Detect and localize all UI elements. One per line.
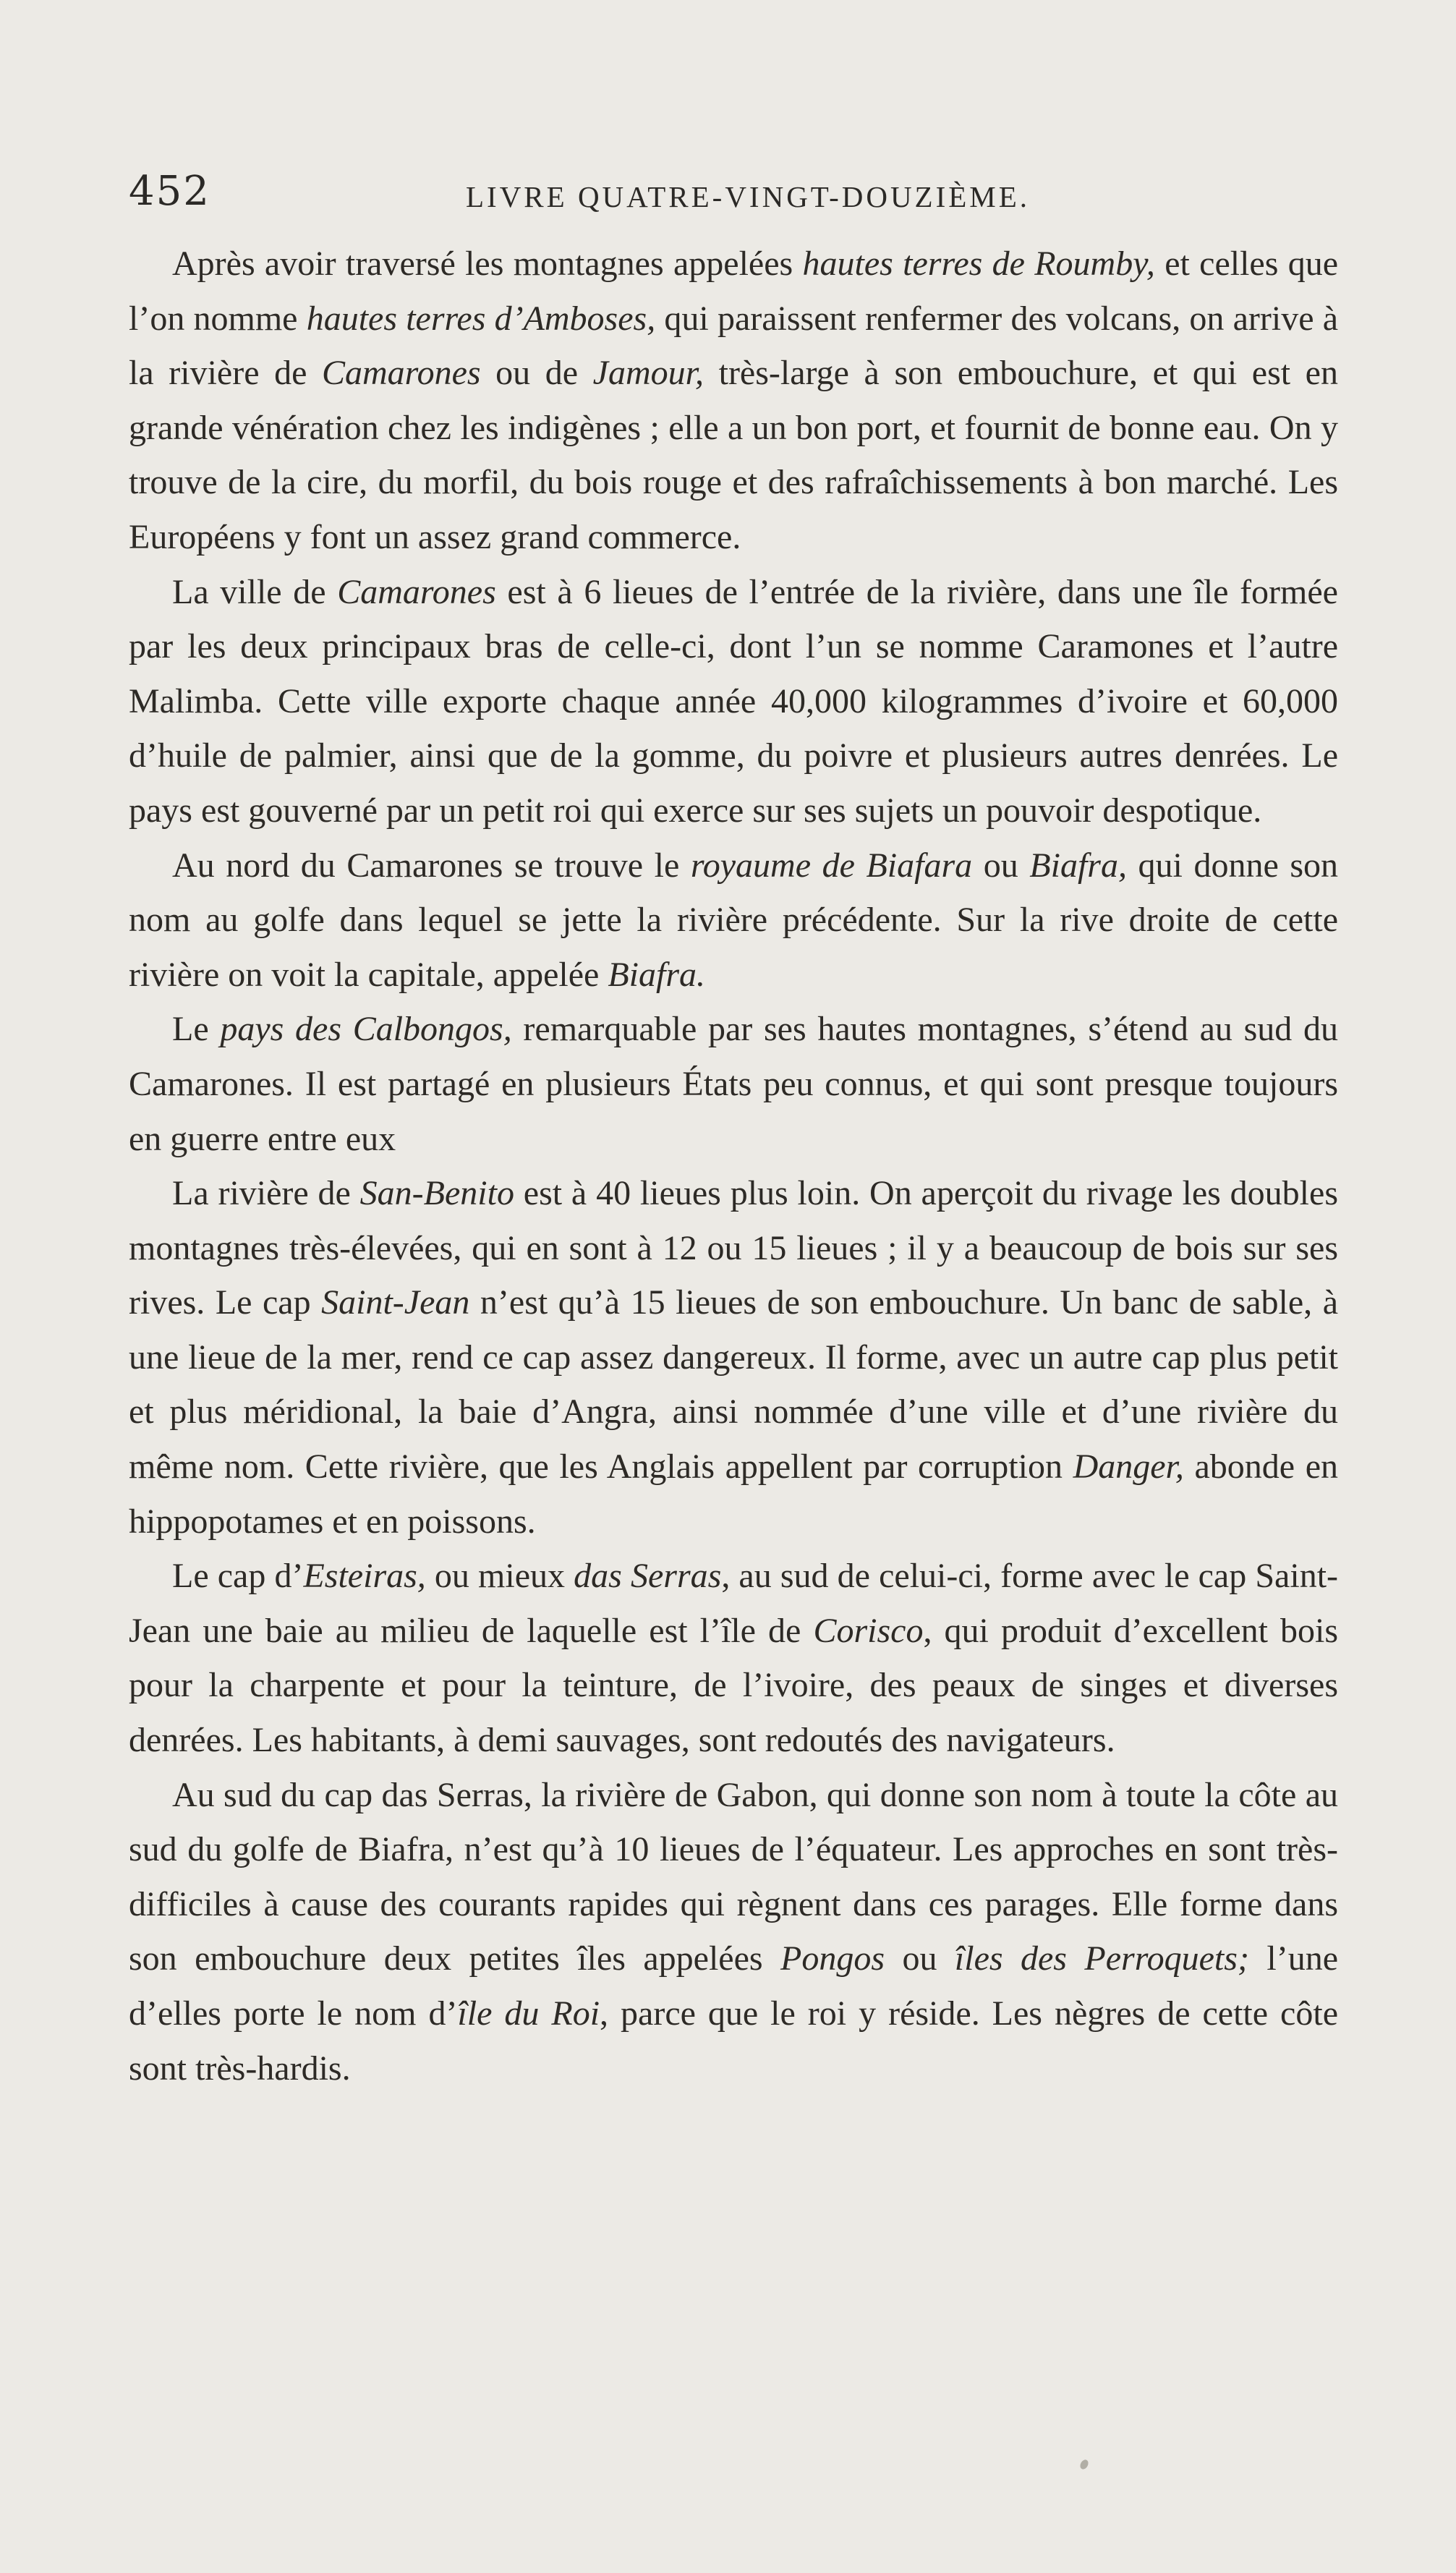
text-run: qui donne son nom au golfe dans lequel se jette la rivière précédente. Sur la rive droite de cette rivière on voit la capitale, appelée	[129, 846, 1339, 994]
paragraph	[129, 1002, 1338, 1166]
page-number: 452	[129, 168, 210, 215]
text-run: l’une d’elles porte le nom d’	[129, 1939, 1338, 2033]
italic-run: Jamour,	[592, 354, 704, 393]
italic-run: das Serras	[574, 1557, 722, 1596]
text-run: Après avoir traversé les montagnes appelées	[172, 244, 803, 283]
paragraph	[129, 1549, 1338, 1767]
text-run: La ville de	[172, 572, 338, 611]
paragraph	[129, 1768, 1338, 2096]
page-header	[0, 168, 1456, 233]
text-run: n’est qu’à 15 lieues de son embouchure. Un banc de sable, à une lieue de la mer, rend ce cap assez dangereux. Il forme, avec un autre cap plus petit et plus méridional, la baie d’Angra, ainsi nommée d’une ville et d’une rivière du même nom. Cette rivière, que les Anglais appellent par corruption	[129, 1283, 1338, 1487]
ink-speck	[1078, 2458, 1090, 2470]
italic-run: Corisco	[813, 1611, 924, 1650]
text-run: Le	[172, 1010, 221, 1049]
text-run: est à 6 lieues de l’entrée de la rivière, dans une île formée par les deux principaux bras de celle-ci, dont l’un se nomme Caramones et l’autre Malimba. Cette ville exporte chaque année 40,000 kilogrammes d’ivoire et 60,000 d’huile de palmier, ainsi que de la gomme, du poivre et plusieurs autres denrées. Le pays est gouverné par un petit roi qui exerce sur ses sujets un pouvoir despotique.	[129, 572, 1338, 830]
text-run: abonde en hippopotames et en poissons.	[129, 1447, 1338, 1541]
text-run: remarquable par ses hautes montagnes, s’étend au sud du Camarones. Il est partagé en plusieurs États peu connus, et qui sont presque toujours en guerre entre eux	[129, 1010, 1339, 1158]
text-run: ou mieux	[425, 1557, 574, 1596]
italic-run: Biafra.	[608, 955, 706, 994]
text-run: ou	[972, 846, 1030, 885]
italic-run: hautes terres de Roumby,	[802, 244, 1155, 283]
text-run: Au sud du cap das Serras, la rivière de Gabon, qui donne son nom à toute la côte au sud du golfe de Biafra, n’est qu’à 10 lieues de l’équateur. Les approches en sont très-difficiles à cause des courants rapides qui règnent dans ces parages. Elle forme dans son embouchure deux petites îles appelées	[129, 1775, 1338, 1978]
italic-run: île du Roi	[457, 1994, 600, 2033]
italic-run: hautes terres d’Amboses,	[306, 299, 656, 338]
italic-run: Danger,	[1073, 1447, 1184, 1487]
text-run: et celles que l’on nomme	[129, 244, 1339, 338]
running-head: LIVRE QUATRE-VINGT-DOUZIÈME.	[466, 180, 1031, 213]
italic-run: Camarones	[322, 354, 481, 393]
text-run: très-large à son embouchure, et qui est en grande vénération chez les indigènes ; elle a un bon port, et fournit de bonne eau. On y trouve de la cire, du morfil, du bois rouge et des rafraîchissements à bon marché. Les Européens y font un assez grand commerce.	[129, 354, 1338, 556]
body-text	[129, 237, 1338, 2096]
italic-run: royaume de Biafara	[690, 846, 973, 885]
text-run: , qui produit d’excellent bois pour la charpente et pour la teinture, de l’ivoire, des peaux de singes et diverses denrées. Les habitants, à demi sauvages, sont redoutés des navigateurs.	[129, 1611, 1339, 1760]
paragraph	[129, 565, 1338, 838]
text-run: Le cap d’	[172, 1557, 304, 1596]
italic-run: îles des Perroquets;	[954, 1939, 1249, 1978]
text-run: qui paraissent renfermer des volcans, on arrive à la rivière de	[129, 299, 1339, 393]
italic-run: San-Benito	[359, 1174, 514, 1213]
italic-run: Saint-Jean	[321, 1283, 470, 1322]
italic-run: Esteiras,	[303, 1557, 426, 1596]
text-run: La rivière de	[172, 1174, 360, 1213]
paragraph	[129, 1166, 1338, 1549]
text-run: Au nord du Camarones se trouve le	[172, 846, 691, 885]
text-run: , au sud de celui-ci, forme avec le cap Saint-Jean une baie au milieu de laquelle est l’île de	[129, 1557, 1339, 1650]
italic-run: Biafra,	[1029, 846, 1127, 885]
italic-run: Pongos	[780, 1939, 885, 1978]
text-run: est à 40 lieues plus loin. On aperçoit du rivage les doubles montagnes très-élevées, qui en sont à 12 ou 15 lieues ; il y a beaucoup de bois sur ses rives. Le cap	[129, 1174, 1338, 1322]
text-run: , parce que le roi y réside. Les nègres de cette côte sont très-hardis.	[129, 1994, 1339, 2088]
italic-run: pays des Calbongos,	[220, 1010, 512, 1049]
paragraph	[129, 237, 1338, 565]
italic-run: Camarones	[337, 572, 496, 611]
text-run: ou de	[480, 354, 593, 393]
paragraph	[129, 838, 1338, 1003]
text-run: ou	[885, 1939, 955, 1978]
